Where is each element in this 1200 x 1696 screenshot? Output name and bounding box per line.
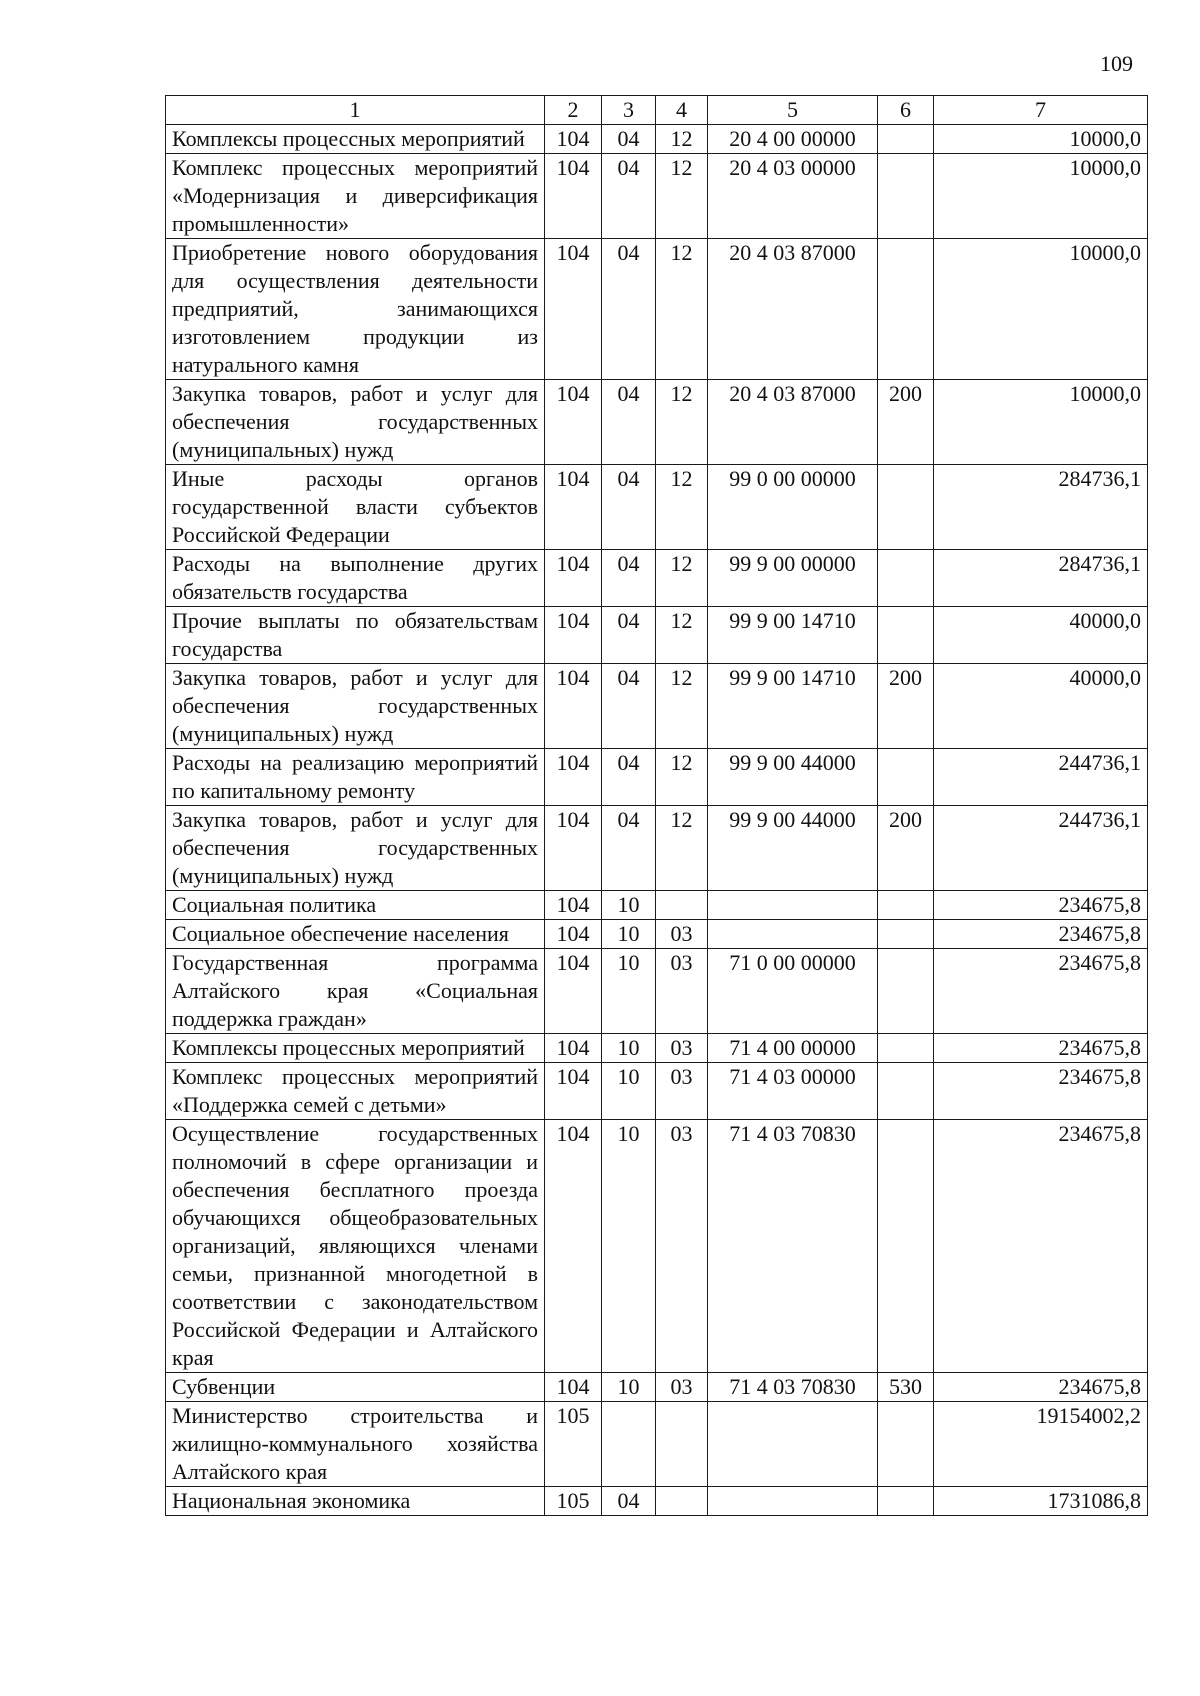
row-target-code: 20 4 00 00000 — [708, 125, 878, 154]
table-row — [166, 664, 1148, 749]
row-subsection-code: 12 — [656, 806, 708, 891]
row-amount: 10000,0 — [934, 239, 1148, 380]
row-amount: 244736,1 — [934, 749, 1148, 806]
table-row — [166, 1120, 1148, 1373]
row-target-code: 71 4 00 00000 — [708, 1034, 878, 1063]
row-ministry-code: 104 — [545, 550, 602, 607]
table-row — [166, 550, 1148, 607]
row-subsection-code: 03 — [656, 1120, 708, 1373]
row-ministry-code: 104 — [545, 749, 602, 806]
row-section-code: 04 — [602, 607, 656, 664]
row-section-code: 04 — [602, 154, 656, 239]
row-section-code: 04 — [602, 664, 656, 749]
table-row — [166, 806, 1148, 891]
row-target-code — [708, 891, 878, 920]
row-target-code: 71 0 00 00000 — [708, 949, 878, 1034]
row-name: Осуществление государственных полномочий в сфере организации и обеспечения бесплатного проезда обучающихся общеобразовательных организаций, являющихся членами семьи, признанной многодетной в соответствии с законодательством Российской Федерации и Алтайского края — [166, 1120, 545, 1373]
row-subsection-code: 03 — [656, 920, 708, 949]
row-target-code: 71 4 03 00000 — [708, 1063, 878, 1120]
row-ministry-code: 104 — [545, 920, 602, 949]
row-subsection-code: 03 — [656, 1034, 708, 1063]
row-ministry-code: 105 — [545, 1487, 602, 1516]
row-ministry-code: 104 — [545, 607, 602, 664]
row-target-code: 99 9 00 14710 — [708, 607, 878, 664]
row-target-code: 20 4 03 87000 — [708, 239, 878, 380]
row-subsection-code: 03 — [656, 1063, 708, 1120]
row-subsection-code: 12 — [656, 239, 708, 380]
row-subsection-code: 03 — [656, 949, 708, 1034]
row-ministry-code: 104 — [545, 239, 602, 380]
row-expense-type — [878, 1063, 934, 1120]
col-header-6: 6 — [878, 96, 934, 125]
row-amount: 10000,0 — [934, 125, 1148, 154]
page-number: 109 — [1100, 51, 1133, 76]
row-subsection-code: 12 — [656, 154, 708, 239]
row-amount: 40000,0 — [934, 664, 1148, 749]
table-row — [166, 239, 1148, 380]
row-ministry-code: 104 — [545, 806, 602, 891]
row-amount: 10000,0 — [934, 154, 1148, 239]
col-header-7: 7 — [934, 96, 1148, 125]
row-subsection-code — [656, 1402, 708, 1487]
row-subsection-code: 12 — [656, 749, 708, 806]
row-name: Национальная экономика — [166, 1487, 545, 1516]
row-name: Приобретение нового оборудования для осуществления деятельности предприятий, занимающихся изготовлением продукции из натурального камня — [166, 239, 545, 380]
table-row — [166, 920, 1148, 949]
table-row — [166, 949, 1148, 1034]
row-name: Закупка товаров, работ и услуг для обеспечения государственных (муниципальных) нужд — [166, 806, 545, 891]
row-target-code: 20 4 03 87000 — [708, 380, 878, 465]
row-expense-type — [878, 891, 934, 920]
row-section-code: 10 — [602, 1373, 656, 1402]
row-amount: 40000,0 — [934, 607, 1148, 664]
row-name: Комплексы процессных мероприятий — [166, 125, 545, 154]
row-subsection-code — [656, 1487, 708, 1516]
row-expense-type: 530 — [878, 1373, 934, 1402]
row-subsection-code: 12 — [656, 125, 708, 154]
row-section-code: 04 — [602, 749, 656, 806]
row-target-code — [708, 920, 878, 949]
row-target-code: 71 4 03 70830 — [708, 1120, 878, 1373]
row-amount: 234675,8 — [934, 1034, 1148, 1063]
row-section-code: 04 — [602, 380, 656, 465]
table-body — [166, 125, 1148, 1516]
row-target-code — [708, 1402, 878, 1487]
row-name: Комплекс процессных мероприятий «Модернизация и диверсификация промышленности» — [166, 154, 545, 239]
col-header-3: 3 — [602, 96, 656, 125]
table-row — [166, 1063, 1148, 1120]
row-expense-type — [878, 920, 934, 949]
row-target-code: 99 0 00 00000 — [708, 465, 878, 550]
row-name: Закупка товаров, работ и услуг для обеспечения государственных (муниципальных) нужд — [166, 380, 545, 465]
row-section-code: 10 — [602, 920, 656, 949]
table-row — [166, 749, 1148, 806]
row-ministry-code: 104 — [545, 664, 602, 749]
row-target-code: 20 4 03 00000 — [708, 154, 878, 239]
row-target-code: 99 9 00 44000 — [708, 806, 878, 891]
row-section-code: 10 — [602, 891, 656, 920]
row-expense-type — [878, 550, 934, 607]
row-amount: 10000,0 — [934, 380, 1148, 465]
row-ministry-code: 104 — [545, 949, 602, 1034]
row-expense-type — [878, 465, 934, 550]
row-subsection-code: 12 — [656, 465, 708, 550]
table-row — [166, 1373, 1148, 1402]
row-section-code: 04 — [602, 1487, 656, 1516]
row-amount: 284736,1 — [934, 465, 1148, 550]
row-target-code: 99 9 00 44000 — [708, 749, 878, 806]
table-row — [166, 1487, 1148, 1516]
row-section-code: 04 — [602, 806, 656, 891]
table-row — [166, 607, 1148, 664]
row-name: Государственная программа Алтайского края «Социальная поддержка граждан» — [166, 949, 545, 1034]
row-name: Субвенции — [166, 1373, 545, 1402]
row-expense-type — [878, 125, 934, 154]
row-subsection-code: 12 — [656, 664, 708, 749]
row-name: Прочие выплаты по обязательствам государства — [166, 607, 545, 664]
row-target-code: 99 9 00 00000 — [708, 550, 878, 607]
row-ministry-code: 105 — [545, 1402, 602, 1487]
col-header-1: 1 — [166, 96, 545, 125]
table-header-row — [166, 96, 1148, 125]
row-amount: 234675,8 — [934, 949, 1148, 1034]
row-expense-type: 200 — [878, 380, 934, 465]
row-amount: 234675,8 — [934, 891, 1148, 920]
row-expense-type — [878, 949, 934, 1034]
row-name: Министерство строительства и жилищно-коммунального хозяйства Алтайского края — [166, 1402, 545, 1487]
row-target-code: 71 4 03 70830 — [708, 1373, 878, 1402]
col-header-4: 4 — [656, 96, 708, 125]
row-amount: 19154002,2 — [934, 1402, 1148, 1487]
row-expense-type — [878, 154, 934, 239]
row-ministry-code: 104 — [545, 380, 602, 465]
row-name: Расходы на выполнение других обязательств государства — [166, 550, 545, 607]
row-name: Закупка товаров, работ и услуг для обеспечения государственных (муниципальных) нужд — [166, 664, 545, 749]
table-row — [166, 125, 1148, 154]
row-amount: 1731086,8 — [934, 1487, 1148, 1516]
row-name: Комплекс процессных мероприятий «Поддержка семей с детьми» — [166, 1063, 545, 1120]
row-expense-type — [878, 239, 934, 380]
row-expense-type — [878, 1402, 934, 1487]
table-row — [166, 1034, 1148, 1063]
row-section-code: 04 — [602, 550, 656, 607]
row-expense-type — [878, 607, 934, 664]
row-name: Иные расходы органов государственной власти субъектов Российской Федерации — [166, 465, 545, 550]
budget-table — [165, 95, 1148, 1516]
col-header-2: 2 — [545, 96, 602, 125]
row-ministry-code: 104 — [545, 1034, 602, 1063]
row-ministry-code: 104 — [545, 125, 602, 154]
row-amount: 244736,1 — [934, 806, 1148, 891]
row-subsection-code: 12 — [656, 380, 708, 465]
row-expense-type — [878, 1120, 934, 1373]
table-row — [166, 1402, 1148, 1487]
row-section-code: 10 — [602, 1063, 656, 1120]
row-expense-type: 200 — [878, 806, 934, 891]
table-row — [166, 891, 1148, 920]
row-expense-type — [878, 1034, 934, 1063]
row-ministry-code: 104 — [545, 891, 602, 920]
row-section-code: 04 — [602, 239, 656, 380]
row-ministry-code: 104 — [545, 154, 602, 239]
row-subsection-code: 12 — [656, 550, 708, 607]
row-name: Социальная политика — [166, 891, 545, 920]
col-header-5: 5 — [708, 96, 878, 125]
row-subsection-code — [656, 891, 708, 920]
table-row — [166, 154, 1148, 239]
row-ministry-code: 104 — [545, 1373, 602, 1402]
row-section-code: 04 — [602, 125, 656, 154]
row-section-code: 10 — [602, 1120, 656, 1373]
table-row — [166, 465, 1148, 550]
row-amount: 284736,1 — [934, 550, 1148, 607]
row-target-code: 99 9 00 14710 — [708, 664, 878, 749]
row-subsection-code: 03 — [656, 1373, 708, 1402]
row-expense-type — [878, 1487, 934, 1516]
row-amount: 234675,8 — [934, 1063, 1148, 1120]
row-section-code — [602, 1402, 656, 1487]
row-amount: 234675,8 — [934, 1373, 1148, 1402]
row-subsection-code: 12 — [656, 607, 708, 664]
row-target-code — [708, 1487, 878, 1516]
row-amount: 234675,8 — [934, 920, 1148, 949]
row-expense-type — [878, 749, 934, 806]
row-ministry-code: 104 — [545, 1120, 602, 1373]
row-name: Расходы на реализацию мероприятий по капитальному ремонту — [166, 749, 545, 806]
row-amount: 234675,8 — [934, 1120, 1148, 1373]
row-ministry-code: 104 — [545, 1063, 602, 1120]
row-section-code: 10 — [602, 949, 656, 1034]
row-section-code: 04 — [602, 465, 656, 550]
row-name: Социальное обеспечение населения — [166, 920, 545, 949]
table-row — [166, 380, 1148, 465]
row-name: Комплексы процессных мероприятий — [166, 1034, 545, 1063]
row-expense-type: 200 — [878, 664, 934, 749]
row-ministry-code: 104 — [545, 465, 602, 550]
row-section-code: 10 — [602, 1034, 656, 1063]
